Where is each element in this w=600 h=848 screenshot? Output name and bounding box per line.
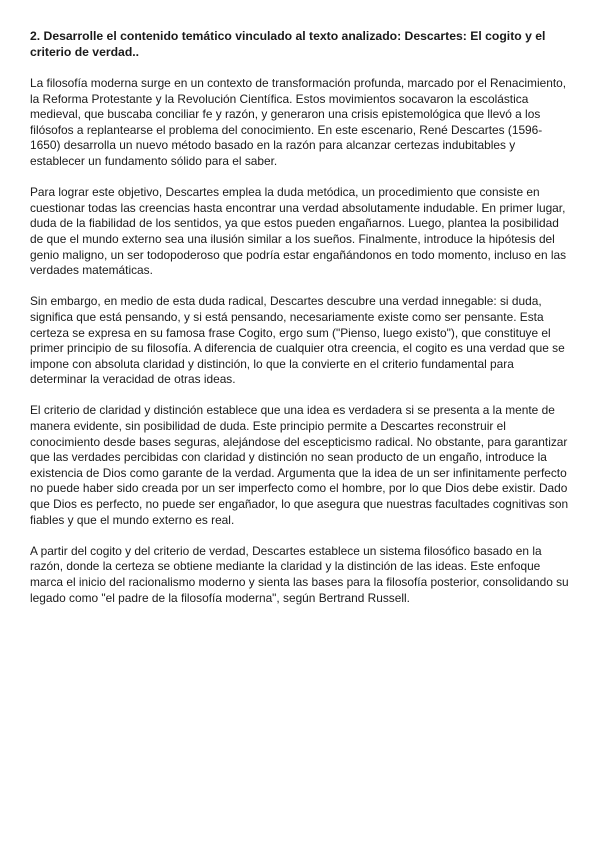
document-title: 2. Desarrolle el contenido temático vinculado al texto analizado: Descartes: El cogito y el criterio de verdad.. bbox=[30, 29, 546, 59]
paragraph-methodic-doubt: Para lograr este objetivo, Descartes emplea la duda metódica, un procedimiento que consiste en cuestionar todas las creencias hasta encontrar una verdad absolutamente indudable. En primer lugar, duda de la fiabilidad de los sentidos, ya que estos pueden engañarnos. Luego, plantea la posibilidad de que el mundo externo sea una ilusión similar a los sueños. Finalmente, introduce la hipótesis del genio maligno, un ser todopoderoso que podría estar engañándonos en todo momento, incluso en las verdades matemáticas. bbox=[30, 185, 567, 278]
paragraph-context: La filosofía moderna surge en un contexto de transformación profunda, marcado por el Renacimiento, la Reforma Protestante y la Revolución Científica. Estos movimientos socavaron la escolástica medieval, que buscaba conciliar fe y razón, y generaron una crisis epistemológica que llevó a los filósofos a replantearse el problema del conocimiento. En este escenario, René Descartes (1596-1650) desarrolla un nuevo método basado en la razón para alcanzar certezas indubitables y establecer un fundamento sólido para el saber. bbox=[30, 76, 567, 168]
paragraph-conclusion: A partir del cogito y del criterio de verdad, Descartes establece un sistema filosófico basado en la razón, donde la certeza se obtiene mediante la claridad y la distinción de las ideas. Este enfoque marca el inicio del racionalismo moderno y sienta las bases para la filosofía posterior, consolidando su legado como "el padre de la filosofía moderna", según Bertrand Russell. bbox=[30, 543, 569, 605]
paragraph-cogito: Sin embargo, en medio de esta duda radical, Descartes descubre una verdad innegable: si duda, significa que está pensando, y si está pensando, necesariamente existe como ser pensante. Esta certeza se expresa en su famosa frase Cogito, ergo sum ("Pienso, luego existo"), que constituye el primer principio de su filosofía. A diferencia de cualquier otra creencia, el cogito es una verdad que se impone con absoluta claridad y distinción, lo que la convierte en el criterio fundamental para determinar la veracidad de otras ideas. bbox=[30, 294, 565, 387]
document-page bbox=[30, 28, 572, 622]
paragraph-criterion: El criterio de claridad y distinción establece que una idea es verdadera si se presenta a la mente de manera evidente, sin posibilidad de duda. Este principio permite a Descartes reconstruir el conocimiento desde bases seguras, alejándose del escepticismo radical. No obstante, para garantizar que las verdades percibidas con claridad y distinción no sean producto de un engaño, introduce la existencia de Dios como garante de la verdad. Argumenta que la idea de un ser infinitamente perfecto no puede haber sido creada por un ser imperfecto como el hombre, por lo que Dios debe existir. Dado que Dios es perfecto, no puede ser engañador, lo que asegura que nuestras facultades cognitivas son fiables y que el mundo externo es real. bbox=[30, 403, 569, 527]
